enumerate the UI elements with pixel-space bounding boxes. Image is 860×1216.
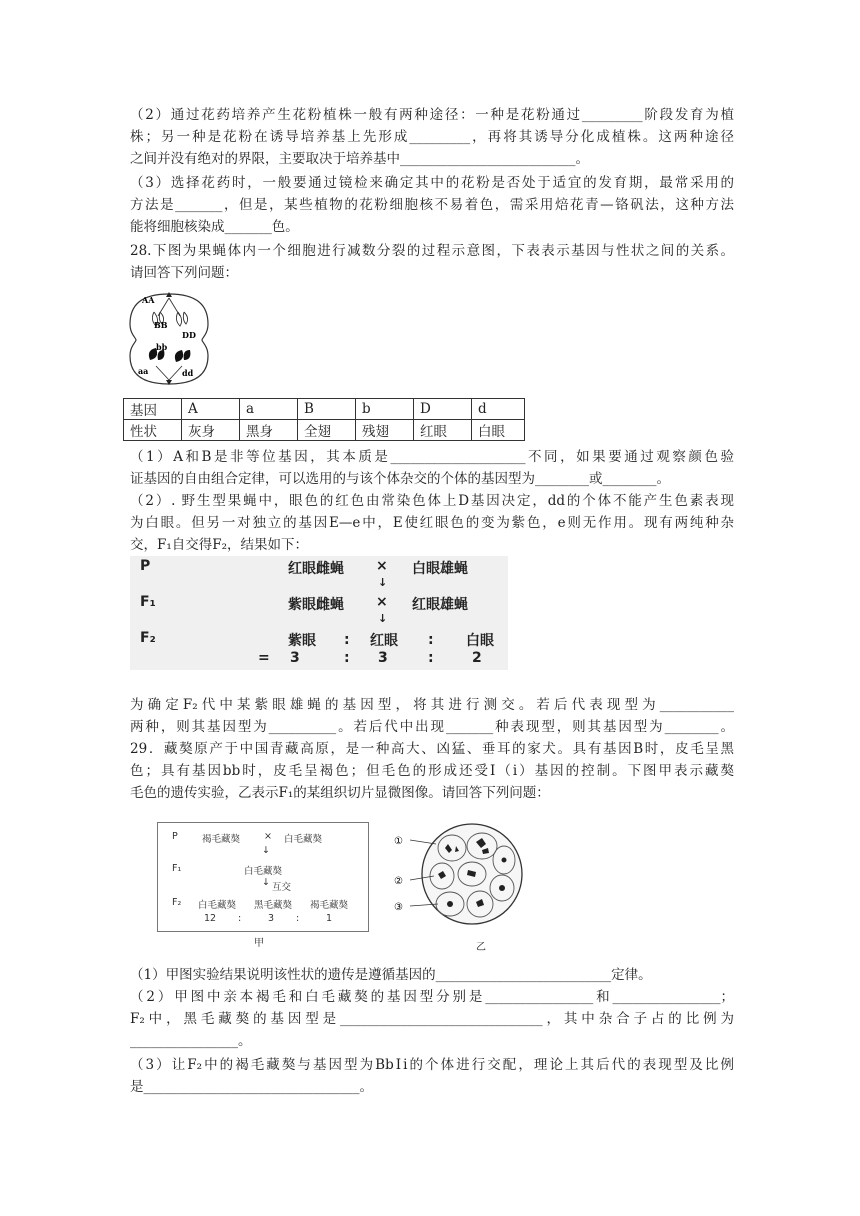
table-cell: 白眼: [472, 420, 525, 441]
ratio-number: 3: [378, 650, 388, 666]
text-line: 为确定F₂代中某紫眼雄蝇的基因型，将其进行测交。若后代表现型为___________: [130, 697, 734, 713]
generation-label: F₁: [140, 594, 156, 610]
label-bb: bb: [156, 342, 168, 352]
text-line: （2）甲图中亲本褐毛和白毛藏獒的基因型分别是________________和________________；: [130, 989, 734, 1005]
text-line: （3）选择花药时，一般要通过镜检来确定其中的花粉是否处于适宜的发育期，最常采用的: [130, 175, 734, 191]
meiosis-cell-diagram: [128, 290, 210, 388]
text-line: 能将细胞核染成_______色。: [130, 219, 299, 235]
ratio-number: 3: [290, 650, 300, 666]
cross-text: 白眼: [466, 633, 494, 649]
label-dd: dd: [182, 368, 194, 378]
text-line: （1）甲图实验结果说明该性状的遗传是遵循基因的__________________________定律。: [130, 967, 652, 983]
table-cell: a: [240, 399, 298, 420]
cross-text: 红眼雄蝇: [412, 597, 468, 613]
text-line: 两种，则其基因型为__________。若后代中出现_______种表现型，则其基因型为________。: [130, 719, 734, 735]
marker-1: ①: [394, 836, 403, 847]
marker-2: ②: [394, 876, 403, 887]
q29-sub3: [130, 1054, 734, 1098]
gene-trait-table: [123, 398, 525, 441]
ratio-number: 12: [204, 913, 217, 924]
q29-sub1: [130, 964, 734, 986]
table-row: [124, 399, 525, 420]
cross-text: 褐毛藏獒: [310, 900, 349, 911]
figure-jia-cross: [157, 822, 369, 932]
cross-text: 红眼: [370, 633, 398, 649]
ratio-colon: :: [344, 632, 350, 648]
table-cell: 黑身: [240, 420, 298, 441]
table-cell: 灰身: [182, 420, 240, 441]
text-line: （2）. 野生型果蝇中，眼色的红色由常染色体上D基因决定，dd的个体不能产生色素表现: [130, 493, 734, 509]
ratio-number: 3: [268, 913, 275, 924]
ratio-colon: :: [238, 913, 242, 924]
table-cell: b: [356, 399, 414, 420]
table-row: [124, 420, 525, 441]
table-cell: 基因: [124, 399, 182, 420]
cross-text: 白毛藏獒: [198, 900, 237, 911]
text-line: 证基因的自由组合定律，可以选用的与该个体杂交的个体的基因型为________或________。: [130, 471, 670, 487]
ratio-number: 2: [472, 650, 482, 666]
text-line: 为白眼。但另一对独立的基因E—e中，E使红眼色的变为紫色，e则无作用。现有两纯种杂: [130, 515, 734, 531]
text-line: 株；另一种是花粉在诱导培养基上先形成_________，再将其诱导分化成植株。这两种途径: [130, 129, 734, 145]
ratio-colon: :: [296, 913, 300, 924]
cross-text: 白眼雄蝇: [412, 561, 468, 577]
q28-sub2: [130, 490, 734, 556]
text-line: 29．藏獒原产于中国青藏高原，是一种高大、凶猛、垂耳的家犬。具有基因B时，皮毛呈黑: [130, 741, 734, 757]
text-line: 方法是_______，但是，某些植物的花粉细胞核不易着色，需采用焙花青—铬矾法，这种方法: [130, 197, 734, 213]
cross-text: 白毛藏獒: [244, 866, 283, 877]
table-cell: D: [414, 399, 472, 420]
text-line: （1）A和B是非等位基因，其本质是____________________不同，如果要通过观察颜色验: [130, 449, 734, 465]
table-cell: d: [472, 399, 525, 420]
table-cell: 残翅: [356, 420, 414, 441]
generation-label: F₂: [140, 630, 156, 646]
arrow-down-icon: ↓: [262, 845, 270, 856]
text-line: （2）通过花药培养产生花粉植株一般有两种途径：一种是花粉通过_________阶段发育为植: [130, 107, 734, 123]
cross-text: 紫眼: [288, 633, 316, 649]
cross-symbol: ×: [376, 558, 388, 574]
q28-intro: [130, 240, 734, 284]
q27-part2: [130, 104, 734, 170]
cross-symbol: ×: [376, 594, 388, 610]
ratio-colon: :: [428, 632, 434, 648]
text-line: ________________。: [130, 1033, 252, 1049]
table-cell: 性状: [124, 420, 182, 441]
label-AA: AA: [142, 295, 155, 305]
generation-label: F₂: [172, 897, 182, 908]
ratio-colon: :: [344, 650, 350, 666]
ratio-colon: :: [428, 650, 434, 666]
table-cell: A: [182, 399, 240, 420]
text-line: F₂中，黑毛藏獒的基因型是______________________________，其中杂合子占的比例为: [130, 1011, 734, 1027]
cross-text: 红眼雌蝇: [288, 561, 344, 577]
fly-cross-figure: [130, 556, 508, 670]
self-cross-label: 互交: [272, 882, 292, 893]
arrow-down-icon: ↓: [378, 612, 388, 625]
cross-text: 白毛藏獒: [284, 834, 323, 845]
table-cell: 红眼: [414, 420, 472, 441]
q29-sub2: [130, 986, 734, 1052]
q29-intro: [130, 738, 734, 804]
equals-sign: =: [258, 650, 270, 666]
generation-label: F₁: [172, 863, 182, 874]
text-line: 交，F₁自交得F₂，结果如下：: [130, 537, 309, 553]
label-DD: DD: [182, 330, 196, 340]
cross-text: 紫眼雌蝇: [288, 597, 344, 613]
arrow-down-icon: ↓: [262, 877, 270, 888]
table-cell: B: [298, 399, 356, 420]
text-line: 28.下图为果蝇体内一个细胞进行减数分裂的过程示意图，下表表示基因与性状之间的关系。: [130, 243, 734, 259]
generation-label: P: [172, 831, 178, 842]
caption-yi: 乙: [476, 942, 486, 953]
label-BB: BB: [154, 320, 168, 330]
q27-part3: [130, 172, 734, 238]
text-line: 请回答下列问题：: [130, 265, 238, 281]
generation-label: P: [140, 558, 151, 574]
q28-sub3: [130, 694, 734, 738]
cross-text: 黑毛藏獒: [254, 900, 293, 911]
cross-symbol: ×: [264, 831, 272, 842]
label-aa: aa: [138, 366, 149, 376]
ratio-number: 1: [326, 913, 333, 924]
text-line: （3）让F₂中的褐毛藏獒与基因型为BbⅠi的个体进行交配，理论上其后代的表现型及比例: [130, 1057, 734, 1073]
text-line: 色；具有基因bb时，皮毛呈褐色；但毛色的形成还受Ⅰ（i）基因的控制。下图甲表示藏獒: [130, 763, 734, 779]
q28-sub1: [130, 446, 734, 490]
marker-3: ③: [394, 902, 403, 913]
table-cell: 全翅: [298, 420, 356, 441]
arrow-down-icon: ↓: [378, 576, 388, 589]
caption-jia: 甲: [254, 938, 264, 949]
microscope-section-figure: [390, 818, 530, 936]
cross-text: 褐毛藏獒: [202, 834, 241, 845]
text-line: 毛色的遗传实验，乙表示F₁的某组织切片显微图像。请回答下列问题：: [130, 785, 550, 801]
text-line: 是________________________________。: [130, 1079, 373, 1095]
text-line: 之间并没有绝对的界限，主要取决于培养基中__________________________。: [130, 151, 589, 167]
